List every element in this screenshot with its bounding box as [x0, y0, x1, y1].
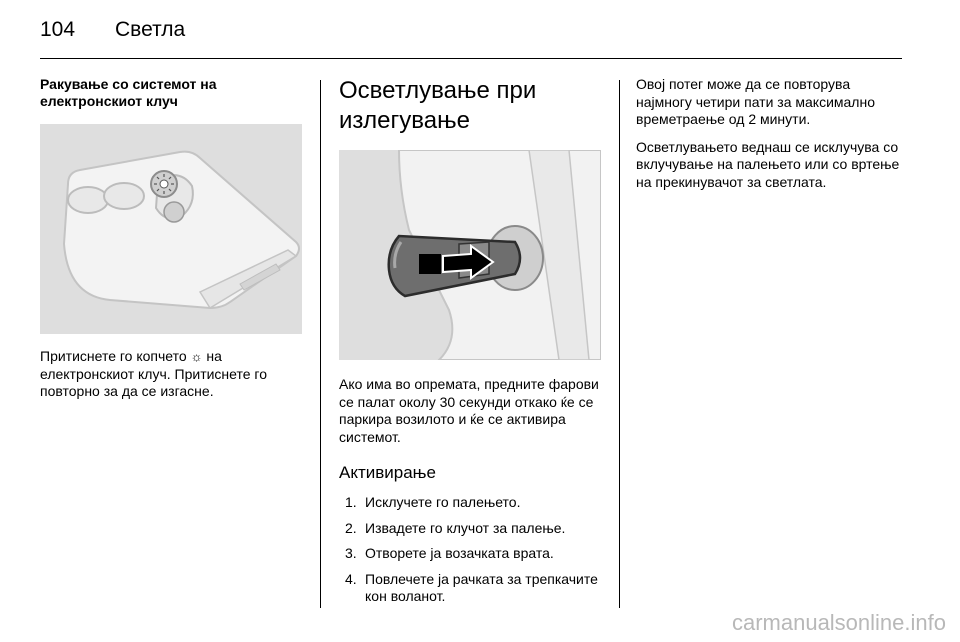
section-heading: Осветлување при излегување — [339, 77, 537, 134]
step-number: 4. — [345, 570, 357, 587]
step-number: 1. — [345, 494, 357, 510]
column-divider — [320, 80, 321, 608]
key-card-drawing — [40, 124, 302, 334]
chapter-title: Светла — [115, 18, 186, 41]
step-number: 2. — [345, 519, 357, 536]
column-divider — [619, 80, 620, 608]
steps-list — [339, 494, 609, 606]
instruction-text: на електронскиот клуч. Притиснете го повторно за да се изгасне. — [40, 348, 267, 399]
list-item — [339, 494, 609, 512]
description-paragraph: Ако има во опремата, предните фарови се палат околу 30 секунди откако ќе се паркира возилото и ќе се активира системот. — [339, 376, 599, 445]
list-item — [339, 520, 609, 538]
list-item — [339, 545, 609, 563]
list-item — [339, 571, 609, 606]
lever-drawing — [339, 150, 601, 360]
turn-signal-lever-illustration — [339, 150, 601, 360]
description-paragraph: Овој потег може да се повторува најмногу четири пати за максимално времетраење од 2 минути. — [636, 76, 875, 127]
column-right — [636, 76, 902, 201]
instruction-paragraph — [40, 348, 306, 401]
watermark: carmanualsonline.info — [731, 610, 946, 635]
step-text: Отворете ја возачката врата. — [365, 545, 554, 561]
header-divider — [40, 58, 902, 59]
step-text: Повлечете ја рачката за трепкачите кон воланот. — [365, 570, 598, 604]
step-text: Извадете го клучот за палење. — [365, 519, 566, 536]
light-icon: ☼ — [190, 349, 203, 364]
column-left — [40, 76, 306, 411]
section-subheading: Ракување со системот на електронскиот клуч — [40, 76, 217, 109]
step-text: Исклучете го палењето. — [365, 494, 521, 510]
page-number: 104 — [40, 18, 76, 41]
column-middle — [339, 76, 609, 614]
step-number: 3. — [345, 545, 357, 561]
instruction-text: Притиснете го копчето — [40, 348, 187, 364]
page-header — [40, 18, 902, 48]
subsection-heading: Активирање — [339, 463, 436, 482]
electronic-key-illustration — [40, 124, 302, 334]
description-paragraph: Осветлувањето веднаш се исклучува со вклучување на палењето или со вртење на прекинувачот за светлата. — [636, 138, 900, 190]
